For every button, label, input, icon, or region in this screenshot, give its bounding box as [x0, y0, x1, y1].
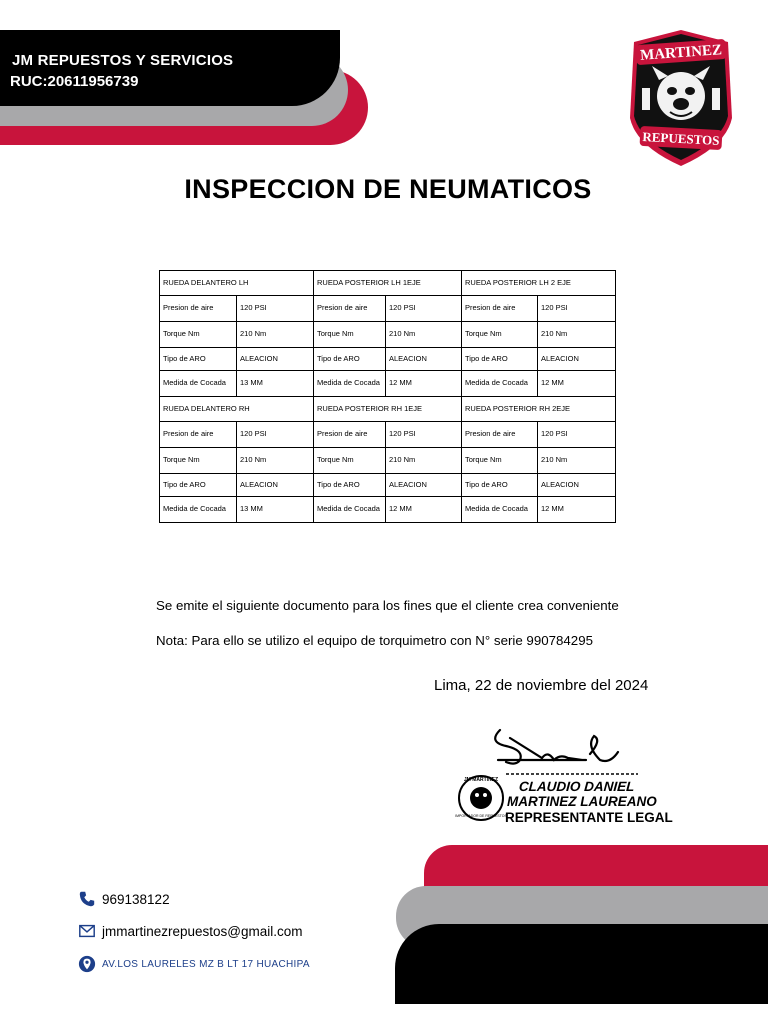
contact-address: AV.LOS LAURELES MZ B LT 17 HUACHIPA: [78, 955, 310, 973]
contact-email: jmmartinezrepuestos@gmail.com: [78, 922, 303, 940]
table-row: [160, 296, 616, 322]
parameter-label: Medida de Cocada: [462, 371, 538, 397]
parameter-value: ALEACION: [538, 474, 616, 497]
wheel-position-header: RUEDA POSTERIOR LH 2 EJE: [462, 271, 616, 296]
parameter-value: ALEACION: [538, 348, 616, 371]
parameter-label: Torque Nm: [160, 448, 237, 474]
parameter-label: Tipo de ARO: [314, 474, 386, 497]
parameter-value: 210 Nm: [386, 322, 462, 348]
parameter-label: Medida de Cocada: [314, 497, 386, 523]
parameter-value: 120 PSI: [386, 422, 462, 448]
signer-first-name: CLAUDIO DANIEL: [518, 779, 636, 794]
logo-top-text: MARTINEZ: [639, 42, 723, 64]
table-row: [160, 474, 616, 497]
document-date: Lima, 22 de noviembre del 2024: [434, 677, 649, 694]
stamp-bottom-text: IMPORTADOR DE REPUESTOS: [455, 814, 507, 818]
parameter-label: Medida de Cocada: [160, 497, 237, 523]
parameter-value: 210 Nm: [237, 322, 314, 348]
table-row: [160, 448, 616, 474]
parameter-value: 12 MM: [386, 497, 462, 523]
parameter-value: ALEACION: [386, 348, 462, 371]
parameter-value: 13 MM: [237, 371, 314, 397]
parameter-label: Tipo de ARO: [160, 474, 237, 497]
parameter-value: 210 Nm: [538, 448, 616, 474]
parameter-value: 210 Nm: [386, 448, 462, 474]
table-row: [160, 371, 616, 397]
parameter-label: Medida de Cocada: [160, 371, 237, 397]
table-row: [160, 322, 616, 348]
parameter-value: ALEACION: [386, 474, 462, 497]
wheel-position-header: RUEDA DELANTERO LH: [160, 271, 314, 296]
parameter-value: 12 MM: [538, 497, 616, 523]
inspection-table: [159, 270, 616, 523]
wheel-position-header: RUEDA DELANTERO RH: [160, 397, 314, 422]
parameter-label: Torque Nm: [462, 448, 538, 474]
parameter-value: 120 PSI: [538, 422, 616, 448]
parameter-label: Presion de aire: [314, 296, 386, 322]
page-title: INSPECCION DE NEUMATICOS: [184, 174, 592, 204]
signer-role: REPRESENTANTE LEGAL: [505, 810, 673, 825]
document-statement: Se emite el siguiente documento para los fines que el cliente crea conveniente: [156, 598, 619, 613]
parameter-label: Medida de Cocada: [462, 497, 538, 523]
parameter-value: ALEACION: [237, 348, 314, 371]
parameter-value: 12 MM: [386, 371, 462, 397]
parameter-label: Torque Nm: [160, 322, 237, 348]
logo-bottom-text: REPUESTOS: [642, 128, 720, 149]
parameter-label: Presion de aire: [314, 422, 386, 448]
contact-phone: 969138122: [78, 890, 170, 908]
parameter-label: Presion de aire: [160, 422, 237, 448]
company-ruc: RUC:20611956739: [10, 73, 139, 90]
parameter-value: 210 Nm: [538, 322, 616, 348]
footer-black-band: [395, 924, 768, 1004]
parameter-label: Medida de Cocada: [314, 371, 386, 397]
wheel-position-header: RUEDA POSTERIOR RH 1EJE: [314, 397, 462, 422]
parameter-label: Torque Nm: [462, 322, 538, 348]
table-row: [160, 497, 616, 523]
table-row: [160, 348, 616, 371]
parameter-label: Tipo de ARO: [160, 348, 237, 371]
parameter-label: Torque Nm: [314, 448, 386, 474]
parameter-value: 210 Nm: [237, 448, 314, 474]
parameter-label: Tipo de ARO: [462, 474, 538, 497]
parameter-label: Tipo de ARO: [462, 348, 538, 371]
martinez-repuestos-logo: [626, 28, 736, 168]
parameter-label: Tipo de ARO: [314, 348, 386, 371]
parameter-value: 120 PSI: [237, 422, 314, 448]
parameter-label: Presion de aire: [160, 296, 237, 322]
parameter-value: ALEACION: [237, 474, 314, 497]
document-note: Nota: Para ello se utilizo el equipo de torquimetro con N° serie 990784295: [156, 633, 593, 648]
parameter-value: 12 MM: [538, 371, 616, 397]
parameter-label: Presion de aire: [462, 422, 538, 448]
email-icon: [78, 922, 96, 940]
stamp-top-text: JM MARTINEZ: [463, 777, 499, 783]
parameter-value: 120 PSI: [538, 296, 616, 322]
parameter-value: 13 MM: [237, 497, 314, 523]
signer-last-name: MARTINEZ LAUREANO: [507, 794, 657, 809]
parameter-label: Presion de aire: [462, 296, 538, 322]
phone-icon: [78, 890, 96, 908]
wheel-position-header: RUEDA POSTERIOR RH 2EJE: [462, 397, 616, 422]
wheel-position-header: RUEDA POSTERIOR LH 1EJE: [314, 271, 462, 296]
parameter-label: Torque Nm: [314, 322, 386, 348]
company-name: JM REPUESTOS Y SERVICIOS: [12, 52, 234, 69]
location-pin-icon: [78, 955, 96, 973]
table-row: [160, 422, 616, 448]
table-header-row: [160, 271, 616, 296]
parameter-value: 120 PSI: [386, 296, 462, 322]
parameter-value: 120 PSI: [237, 296, 314, 322]
table-header-row: [160, 397, 616, 422]
